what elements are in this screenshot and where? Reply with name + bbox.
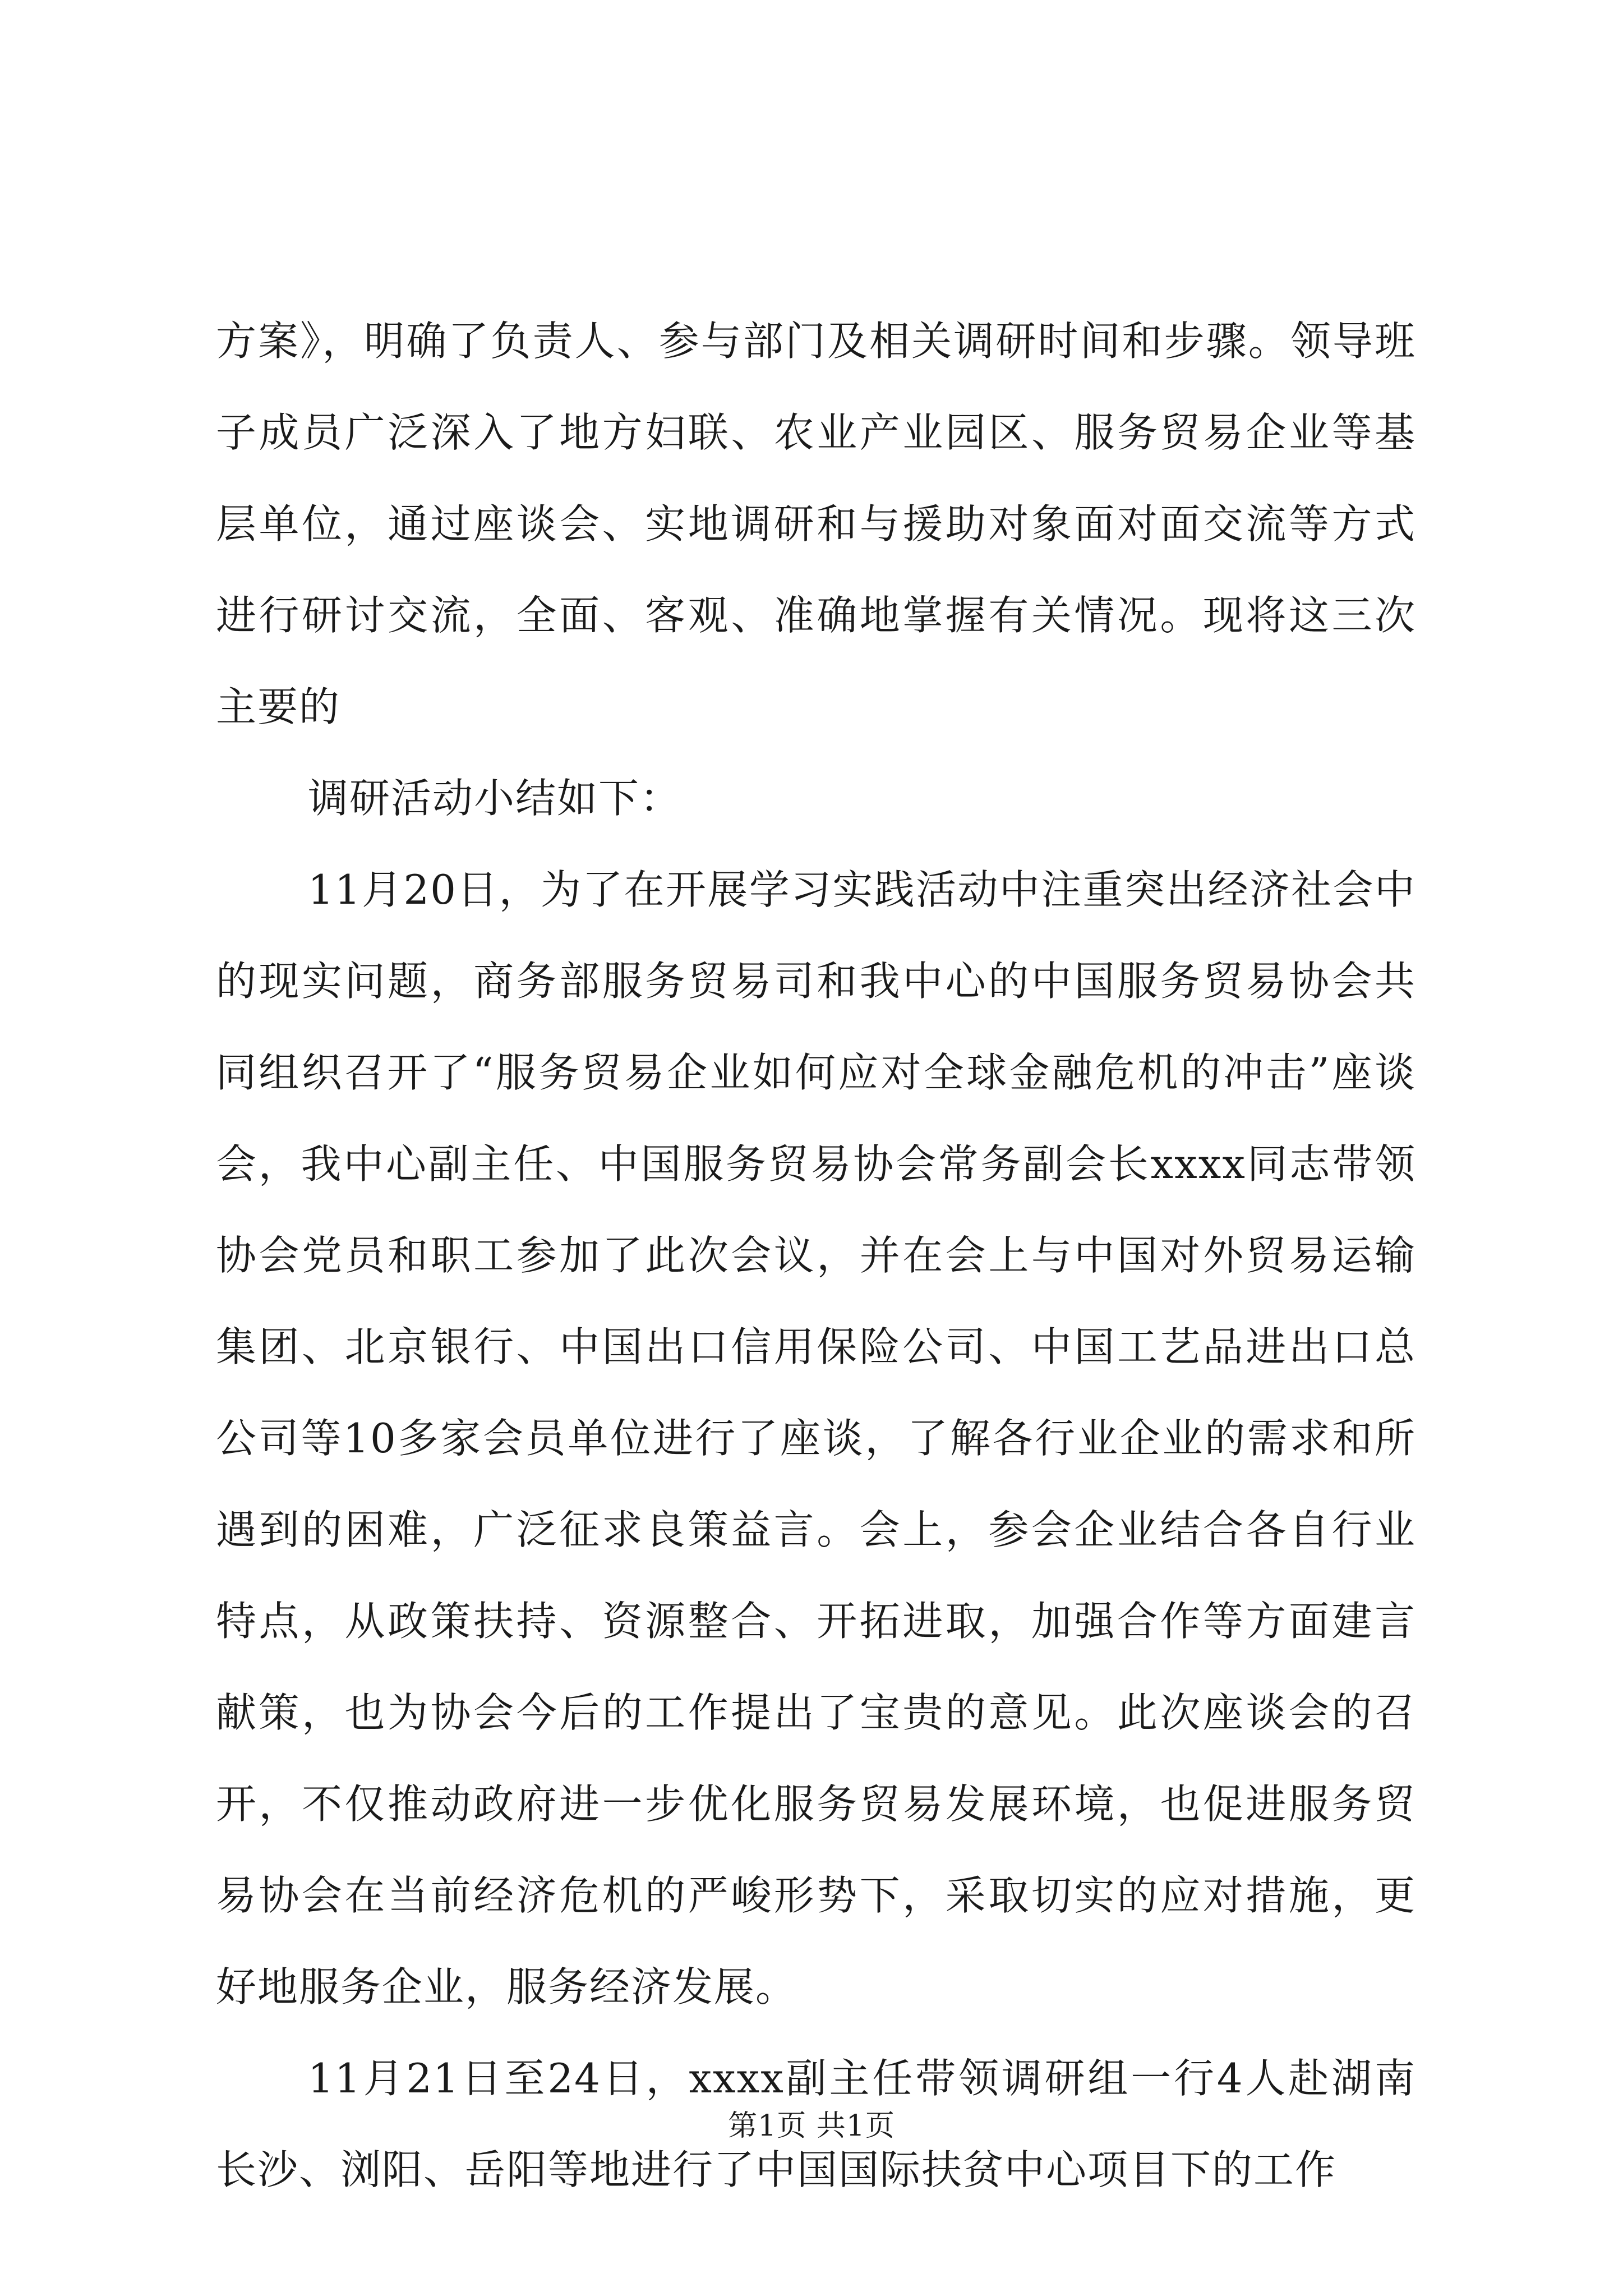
document-body xyxy=(216,296,1416,2216)
paragraph: 方案》，明确了负责人、参与部门及相关调研时间和步骤。领导班子成员广泛深入了地方妇联、农业产业园区、服务贸易企业等基层单位，通过座谈会、实地调研和与援助对象面对面交流等方式进行研讨交流，全面、客观、准确地掌握有关情况。现将这三次主要的 xyxy=(216,318,1416,730)
page-footer: 第1页 共1页 xyxy=(728,2109,895,2143)
paragraph: 11月21日至24日，xxxx副主任带领调研组一行4人赴湖南长沙、浏阳、岳阳等地进行了中国国际扶贫中心项目下的工作 xyxy=(216,2055,1416,2193)
paragraph: 调研活动小结如下： xyxy=(308,775,682,822)
paragraph: 11月20日，为了在开展学习实践活动中注重突出经济社会中的现实问题，商务部服务贸易司和我中心的中国服务贸易协会共同组织召开了“服务贸易企业如何应对全球金融危机的冲击”座谈会，我中心副主任、中国服务贸易协会常务副会长xxxx同志带领协会党员和职工参加了此次会议，并在会上与中国对外贸易运输集团、北京银行、中国出口信用保险公司、中国工艺品进出口总公司等10多家会员单位进行了座谈，了解各行业企业的需求和所遇到的困难，广泛征求良策益言。会上，参会企业结合各自行业特点，从政策扶持、资源整合、开拓进取，加强合作等方面建言献策，也为协会今后的工作提出了宝贵的意见。此次座谈会的召开，不仅推动政府进一步优化服务贸易发展环境，也促进服务贸易协会在当前经济危机的严峻形势下，采取切实的应对措施，更好地服务企业，服务经济发展。 xyxy=(216,866,1416,2010)
